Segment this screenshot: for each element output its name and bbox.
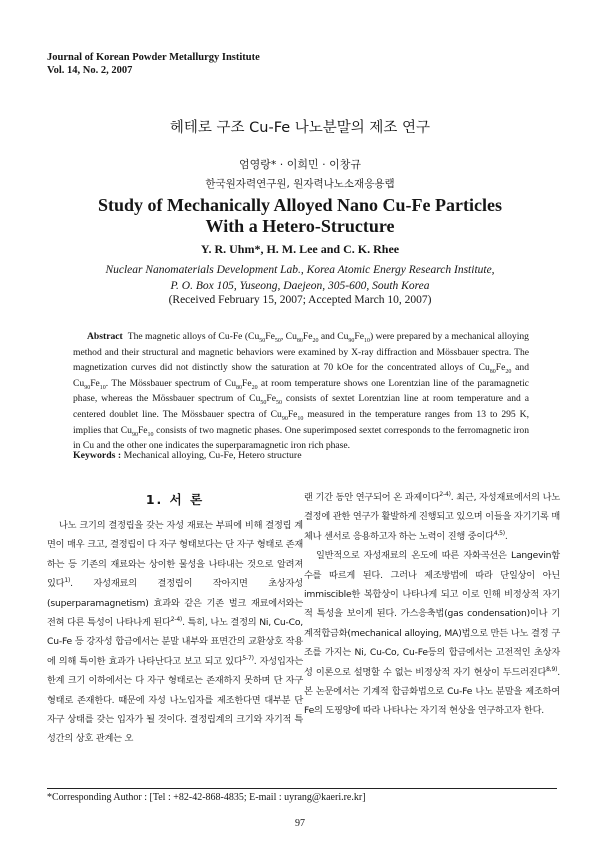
- english-title-line2: With a Hetero-Structure: [205, 216, 395, 236]
- abstract-text: consists of sextet Lorentzian line at room temperature and a centered doublet line. The Mössbauer spectra of Cu: [73, 393, 529, 420]
- paragraph-text: . 특히, 나노 결정의 Ni, Cu-Co, Cu-Fe 등 강자성 합금에서는 분말 내부와 표면간의 교환상호 작용에 의해 특이한 효과가 나타난다고 보고 되고 있다: [47, 617, 303, 667]
- paragraph: [304, 488, 560, 546]
- subscript: 10: [99, 384, 106, 391]
- korean-authors: 엄영랑* · 이희민 · 이창규: [238, 158, 362, 171]
- paragraph-text: 나노 크기의 결정립을 갖는 자성 재료는 부피에 비해 결정립 계면이 매우 크고, 결정립이 다 자구 형태보다는 단 자구 형태로 존재하는 등 기존의 재료와는 상이한 물성을 나타내는 것으로 알려져 있다: [47, 520, 303, 590]
- paragraph-text: . 자성재료의 결정립이 작아지면 초상자성(superparamagnetism) 효과와 같은 기존 벌크 재료에서와는 전혀 다른 특성이 나타나게 된다: [47, 578, 303, 629]
- abstract-text: consists of two magnetic phases. One superimposed sextet corresponds to the ferromagnetic iron in Cu and the other one indicates the superparamagnetic iron rich phase.: [73, 424, 529, 452]
- paragraph: [304, 546, 560, 721]
- subscript: 10: [147, 431, 154, 438]
- subscript: 50: [259, 337, 266, 344]
- paragraph-text: . 자성입자는 한계 크기 이하에서는 다 자구 형태로는 존재하지 못하며 단 자구 형태로 존재한다. 때문에 자성 나노입자를 제조한다면 대부분 단 자구 상태를 갖는 입자가 될 것이다. 결정립계의 크기와 자기적 특성간의 상호 관계는 오: [47, 655, 303, 745]
- subscript: 20: [251, 384, 258, 391]
- abstract: [73, 329, 529, 454]
- abstract-text: Fe: [90, 377, 100, 389]
- section-heading: 1. 서 론: [145, 492, 205, 507]
- corresponding-author-footnote: *Corresponding Author : [Tel : +82-42-868-4835; E-mail : uyrang@kaeri.re.kr]: [47, 792, 366, 803]
- subscript: 20: [505, 369, 512, 376]
- abstract-text: at room temperature shows one Lorentzian line of the paramagnetic phase, whereas the Mössbauer spectrum of Cu: [73, 377, 529, 405]
- abstract-text: and Cu: [318, 331, 349, 342]
- footnote-divider: [47, 788, 557, 789]
- received-dates: (Received February 15, 2007; Accepted March 10, 2007): [168, 294, 432, 306]
- abstract-text: Fe: [495, 362, 506, 374]
- abstract-text: Fe: [137, 424, 148, 436]
- journal-volume: Vol. 14, No. 2, 2007: [47, 65, 133, 76]
- korean-title: 헤테로 구조 Cu-Fe 나노분말의 제조 연구: [169, 120, 431, 136]
- subscript: 80: [489, 369, 496, 376]
- paragraph-text: .: [504, 530, 508, 542]
- affiliation-line1: Nuclear Nanomaterials Development Lab., Korea Atomic Energy Research Institute,: [105, 264, 495, 276]
- abstract-text: Fe: [242, 377, 252, 389]
- english-authors: Y. R. Uhm*, H. M. Lee and C. K. Rhee: [200, 242, 400, 256]
- paragraph: [47, 516, 303, 749]
- abstract-text: Fe: [302, 331, 313, 342]
- english-affiliation: [0, 262, 600, 294]
- keywords-text: Mechanical alloying, Cu-Fe, Hetero structure: [121, 450, 302, 461]
- abstract-text: Fe: [265, 331, 275, 342]
- citation: 8,9): [546, 665, 558, 673]
- subscript: 10: [297, 415, 304, 422]
- subscript: 90: [84, 384, 91, 391]
- subscript: 80: [236, 384, 243, 391]
- subscript: 90: [348, 337, 355, 344]
- subscript: 20: [312, 337, 319, 344]
- abstract-text: Fe: [266, 393, 276, 405]
- abstract-text: Fe: [354, 331, 364, 342]
- abstract-label: Abstract: [87, 331, 123, 342]
- english-title-line1: Study of Mechanically Alloyed Nano Cu-Fe Particles: [98, 195, 502, 215]
- subscript: 90: [281, 415, 288, 422]
- keywords-label: Keywords :: [73, 450, 122, 461]
- subscript: 50: [275, 400, 282, 407]
- paragraph-text: . 최근, 자성재료에서의 나노 결정에 관한 연구가 활발하게 진행되고 있으며 이들을 자기기록 매체나 센서로 응용하고자 하는 노력이 진행 중이다: [304, 492, 560, 542]
- english-title: [0, 195, 600, 237]
- paragraph-text: . 본 논문에서는 기계적 합금화법으로 Cu-Fe 나노 분말을 제조하여 Fe의 도핑양에 따라 나타나는 자기적 현상을 연구하고자 한다.: [304, 666, 560, 717]
- abstract-text: and Cu: [73, 362, 529, 389]
- abstract-text: The magnetic alloys of Cu-Fe (Cu: [127, 331, 260, 342]
- subscript: 90: [131, 431, 138, 438]
- affiliation-line2: P. O. Box 105, Yuseong, Daejeon, 305-600, South Korea: [170, 280, 430, 292]
- citation: 2-4): [170, 615, 183, 623]
- subscript: 50: [260, 400, 267, 407]
- subscript: 80: [296, 337, 303, 344]
- abstract-text: measured in the temperature ranges from 13 to 295 K, implies that Cu: [73, 408, 529, 436]
- journal-header: [47, 51, 260, 77]
- page-number: 97: [295, 818, 305, 829]
- abstract-text: . The Mössbauer spectrum of Cu: [105, 377, 237, 389]
- paragraph-text: 랜 기간 동안 연구되어 온 과제이다: [304, 492, 440, 503]
- journal-name: Journal of Korean Powder Metallurgy Institute: [47, 52, 260, 63]
- citation: 5-7): [242, 654, 254, 662]
- body-column-right: [304, 488, 560, 721]
- citation: 2-4): [439, 490, 451, 498]
- subscript: 50: [274, 337, 281, 344]
- korean-affiliation: 한국원자력연구원, 원자력나노소재응용랩: [205, 178, 395, 190]
- keywords: [73, 450, 302, 461]
- paragraph-text: 일반적으로 자성재료의 온도에 따른 자화곡선은 Langevin함수를 따르게 된다. 그러나 제조방법에 따라 단일상이 아닌 immiscible한 복합상이 나타나게 되고 이로 인해 비정상적 자기적 특성을 보이게 된다. 가스응축법(gas condensation)이나 기계적합금화(mechanical alloying, MA)법으로 만든 나노 결정 구조를 가지는 Ni, Cu-Co, Cu-Fe등의 합금에서는 고전적인 초상자성 이론으로 설명할 수 없는 비정상적 자기 현상이 두드러진다: [304, 550, 560, 678]
- abstract-text: , Cu: [280, 331, 297, 342]
- citation: 1): [64, 577, 71, 585]
- citation: 4,5): [493, 529, 505, 537]
- abstract-text: ) were prepared by a mechanical alloying method and their structural and magnetic behaviors were examined by X-ray diffraction and Mössbauer spectra. The magnetization curves did not distinctly show the saturation at 70 kOe for the concentrated alloys of Cu: [73, 331, 529, 374]
- body-column-left: [47, 482, 303, 749]
- subscript: 10: [363, 337, 370, 344]
- abstract-text: Fe: [287, 408, 298, 420]
